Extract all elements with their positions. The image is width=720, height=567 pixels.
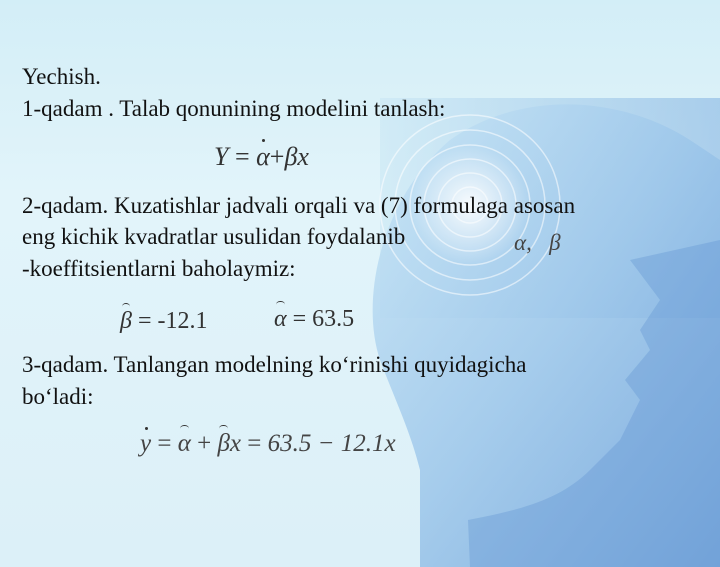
- symbol-alpha: α,: [514, 230, 532, 255]
- res-plus: +: [197, 430, 212, 457]
- eq-alpha: α: [256, 142, 270, 171]
- heading: Yechish.: [22, 64, 101, 89]
- beta-hat: β: [120, 308, 132, 334]
- res-beta-hat: β: [217, 430, 230, 457]
- beta-equals: =: [137, 308, 152, 334]
- result-equation: [140, 430, 396, 458]
- res-x: x: [229, 430, 242, 457]
- step1-text: 1-qadam . Talab qonunining modelini tanlash:: [22, 96, 446, 121]
- alpha-value: 63.5: [312, 306, 355, 332]
- coefficient-symbols: [514, 230, 561, 256]
- step2-line1: 2-qadam. Kuzatishlar jadvali orqali va (7) formulaga asosan: [22, 193, 576, 218]
- step3-line2: bo‘ladi:: [22, 384, 94, 409]
- res-equals2: =: [247, 430, 262, 457]
- eq-equals: =: [234, 142, 250, 171]
- beta-estimate: [120, 308, 208, 335]
- res-equals1: =: [157, 430, 172, 457]
- eq-y: Y: [214, 142, 229, 171]
- symbol-beta: β: [549, 230, 561, 255]
- eq-plus: +: [269, 142, 285, 171]
- eq-x: x: [297, 142, 309, 171]
- eq-beta: β: [284, 142, 298, 171]
- alpha-estimate: [274, 306, 354, 333]
- beta-value: -12.1: [157, 308, 208, 334]
- step2-line2: eng kichik kvadratlar usulidan foydalanib: [22, 224, 406, 249]
- step3-line1: 3-qadam. Tanlangan modelning ko‘rinishi quyidagicha: [22, 352, 527, 377]
- alpha-hat: α: [274, 306, 287, 332]
- res-alpha-hat: α: [177, 430, 191, 457]
- step2-line3: -koeffitsientlarni baholaymiz:: [22, 256, 296, 281]
- alpha-equals: =: [292, 306, 307, 332]
- res-y: y: [140, 430, 152, 457]
- res-rhs: 63.5 − 12.1x: [267, 430, 396, 457]
- model-equation: [214, 142, 309, 172]
